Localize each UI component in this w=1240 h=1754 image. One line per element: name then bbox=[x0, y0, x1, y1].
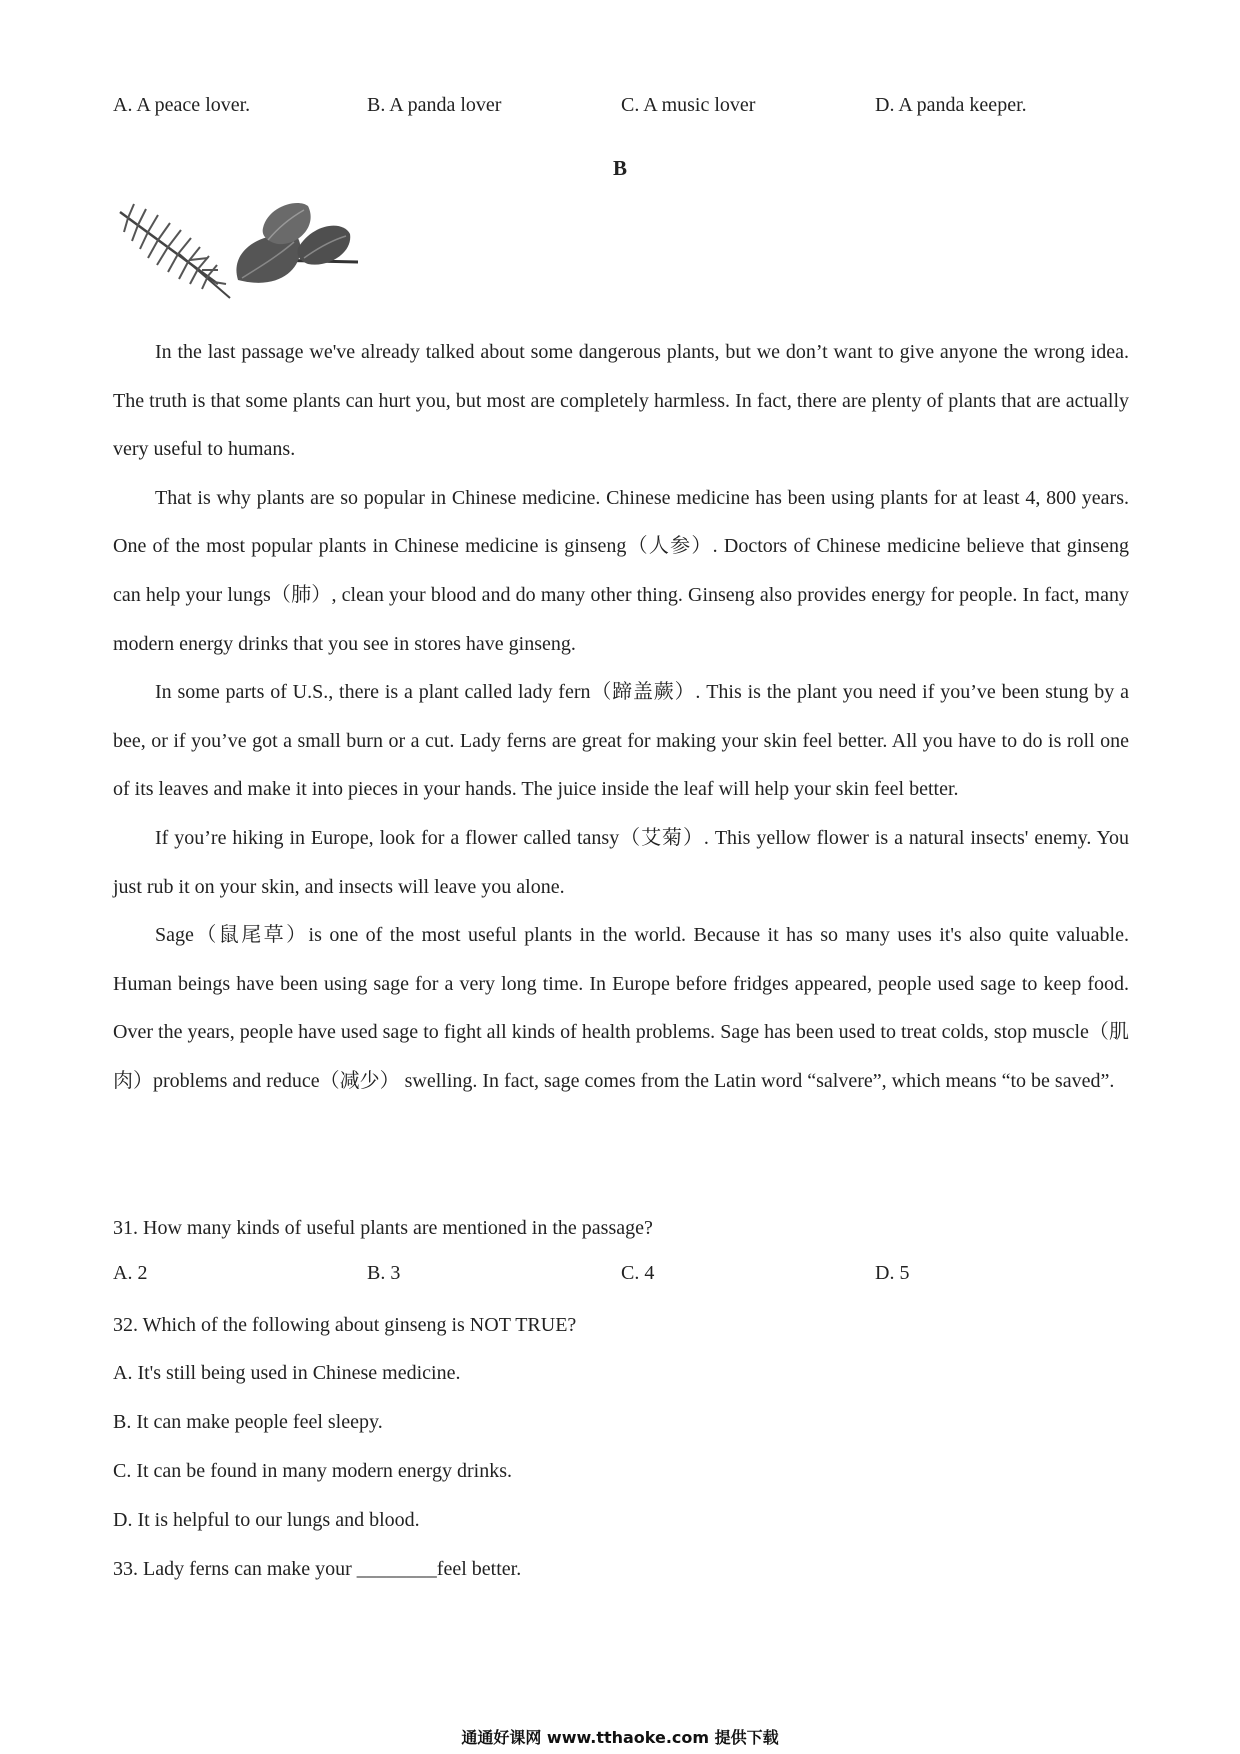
q31-option-a: A. 2 bbox=[113, 1262, 148, 1284]
q32-option-b: B. It can make people feel sleepy. bbox=[113, 1411, 383, 1433]
question-31-options bbox=[113, 1262, 1133, 1290]
q31-option-c: C. 4 bbox=[621, 1262, 655, 1284]
page-footer: 通通好课网 www.tthaoke.com 提供下载 bbox=[461, 1728, 779, 1747]
herb-illustration bbox=[118, 198, 378, 308]
q32-option-c: C. It can be found in many modern energy drinks. bbox=[113, 1460, 512, 1482]
rosemary-sprig-icon bbox=[120, 204, 230, 298]
option-a: A. A peace lover. bbox=[113, 94, 251, 116]
question-33-stem: 33. Lady ferns can make your ________feel better. bbox=[113, 1558, 522, 1580]
passage-paragraph: If you’re hiking in Europe, look for a flower called tansy（艾菊）. This yellow flower is a natural insects' enemy. You just rub it on your skin, and insects will leave you alone. bbox=[113, 826, 1129, 898]
passage-paragraph: In the last passage we've already talked about some dangerous plants, but we don’t want to give anyone the wrong idea. The truth is that some plants can hurt you, but most are completely harmless. In fact, there are plenty of plants that are actually very useful to humans. bbox=[113, 341, 1129, 461]
option-c: C. A music lover bbox=[621, 94, 756, 116]
reading-passage bbox=[113, 328, 1129, 1106]
q32-option-a: A. It's still being used in Chinese medicine. bbox=[113, 1362, 461, 1384]
question-32-stem: 32. Which of the following about ginseng is NOT TRUE? bbox=[113, 1314, 577, 1336]
sage-leaves-icon bbox=[236, 203, 358, 283]
q32-option-d: D. It is helpful to our lungs and blood. bbox=[113, 1509, 420, 1531]
option-d: D. A panda keeper. bbox=[875, 94, 1027, 116]
q31-option-d: D. 5 bbox=[875, 1262, 910, 1284]
prev-question-options bbox=[113, 94, 1133, 122]
question-31-stem: 31. How many kinds of useful plants are mentioned in the passage? bbox=[113, 1217, 653, 1239]
passage-paragraph: That is why plants are so popular in Chinese medicine. Chinese medicine has been using plants for at least 4, 800 years. One of the most popular plants in Chinese medicine is ginseng（人参）. Doctors of Chinese medicine believe that ginseng can help your lungs（肺）, clean your blood and do many other thing. Ginseng also provides energy for people. In fact, many modern energy drinks that you see in stores have ginseng. bbox=[113, 486, 1129, 655]
passage-paragraph: Sage（鼠尾草）is one of the most useful plants in the world. Because it has so many uses it's also quite valuable. Human beings have been using sage for a very long time. In Europe before fridges appeared, people used sage to keep food. Over the years, people have used sage to fight all kinds of health problems. Sage has been used to treat colds, stop muscle（肌肉）problems and reduce（减少） swelling. In fact, sage comes from the Latin word “salvere”, which means “to be saved”. bbox=[113, 924, 1129, 1092]
section-heading: B bbox=[612, 156, 627, 180]
passage-paragraph: In some parts of U.S., there is a plant called lady fern（蹄盖蕨）. This is the plant you need if you’ve been stung by a bee, or if you’ve got a small burn or a cut. Lady ferns are great for making your skin feel better. All you have to do is roll one of its leaves and make it into pieces in your hands. The juice inside the leaf will help your skin feel better. bbox=[113, 681, 1129, 801]
option-b: B. A panda lover bbox=[367, 94, 502, 116]
q31-option-b: B. 3 bbox=[367, 1262, 401, 1284]
